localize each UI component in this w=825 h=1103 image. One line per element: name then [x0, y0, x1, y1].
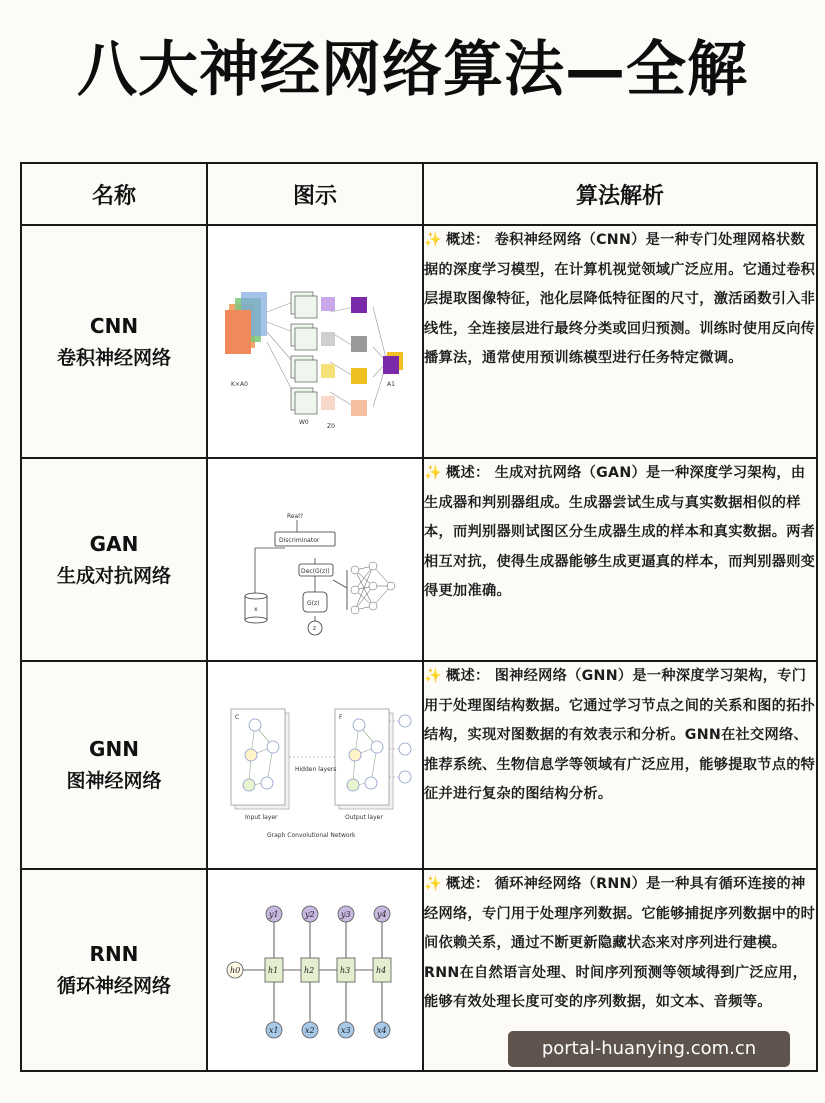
- table-row: [21, 225, 817, 458]
- rnn-label: y1: [269, 910, 279, 919]
- desc-label: 概述：: [445, 232, 490, 248]
- rnn-diagram: [215, 880, 415, 1060]
- sparkle-icon: ✨: [424, 668, 442, 684]
- cnn-feature-maps: [321, 297, 367, 416]
- cnn-filter-bank: [291, 292, 317, 414]
- row-name-cell: [21, 225, 207, 458]
- header-analysis: 算法解析: [423, 163, 817, 225]
- header-figure: 图示: [207, 163, 423, 225]
- gan-figure: [207, 458, 423, 661]
- row-name-cell: [21, 869, 207, 1071]
- rnn-label: x3: [341, 1026, 351, 1035]
- table-row: [21, 661, 817, 869]
- row-name-cell: [21, 458, 207, 661]
- rnn-label: y2: [305, 910, 315, 919]
- row-name: 图神经网络: [66, 770, 162, 792]
- desc-label: 概述：: [445, 876, 490, 892]
- row-abbr: CNN: [89, 313, 139, 338]
- desc-label: 概述：: [445, 668, 490, 684]
- gnn-diagram: [215, 675, 415, 855]
- gan-label: Dec(G(z)): [301, 567, 330, 575]
- cnn-figure: [207, 225, 423, 458]
- row-name: 循环神经网络: [56, 975, 171, 997]
- rnn-label: y4: [377, 910, 387, 919]
- cnn-output-cube: [383, 352, 403, 374]
- cnn-label: A1: [387, 380, 395, 388]
- cnn-diagram: [215, 252, 415, 432]
- header-name: 名称: [21, 163, 207, 225]
- row-description: [423, 458, 817, 661]
- row-name-cell: [21, 661, 207, 869]
- desc-text: 生成对抗网络（GAN）是一种深度学习架构，由生成器和判别器组成。生成器尝试生成与真实数据相似的样本，而判别器则试图区分生成器生成的样本和真实数据。两者相互对抗，使得生成器能够生成更逼真的样本，而判别器则变得更加准确。: [424, 465, 816, 599]
- desc-text: 循环神经网络（RNN）是一种具有循环连接的神经网络，专门用于处理序列数据。它能够捕捉序列数据中的时间依赖关系，通过不断更新隐藏状态来对序列进行建模。RNN在自然语言处理、时间序列预测等领域得到广泛应用，能够有效处理长度可变的序列数据，如文本、音频等。: [424, 876, 816, 1010]
- desc-text: 图神经网络（GNN）是一种深度学习架构，专门用于处理图结构数据。它通过学习节点之间的关系和图的拓扑结构，实现对图数据的有效表示和分析。GNN在社交网络、推荐系统、生物信息学等领域有广泛应用，能够提取节点的特征并进行复杂的图结构分析。: [424, 668, 816, 802]
- desc-text: 卷积神经网络（CNN）是一种专门处理网格状数据的深度学习模型，在计算机视觉领域广泛应用。它通过卷积层提取图像特征，池化层降低特征图的尺寸，激活函数引入非线性，全连接层进行最终分类或回归预测。训练时使用反向传播算法，通常使用预训练模型进行任务特定微调。: [424, 232, 816, 366]
- rnn-label: h1: [268, 966, 279, 975]
- gan-mini-network: [347, 562, 395, 614]
- cnn-label: K×A0: [231, 380, 248, 388]
- row-name: 生成对抗网络: [56, 564, 171, 587]
- sparkle-icon: ✨: [424, 876, 442, 892]
- gnn-label: F: [339, 714, 343, 721]
- rnn-label: x1: [269, 1026, 279, 1035]
- desc-label: 概述：: [445, 465, 490, 481]
- row-abbr: RNN: [89, 942, 139, 966]
- table-row: [21, 458, 817, 661]
- sparkle-icon: ✨: [424, 232, 442, 248]
- cnn-label: Z0: [327, 422, 335, 430]
- gnn-label: Hidden layers: [295, 766, 337, 773]
- row-description: [423, 225, 817, 458]
- rnn-label: x2: [305, 1026, 315, 1035]
- sparkle-icon: ✨: [424, 465, 442, 481]
- rnn-label: x4: [377, 1026, 387, 1035]
- rnn-figure: [207, 869, 423, 1071]
- gnn-figure: [207, 661, 423, 869]
- gnn-label: Input layer: [245, 814, 278, 821]
- gan-label: Real?: [287, 512, 304, 520]
- cnn-label: W0: [299, 418, 309, 426]
- gan-label: x: [254, 605, 258, 613]
- rnn-inputs: [266, 1022, 390, 1038]
- gnn-label: C: [235, 714, 240, 721]
- gnn-label: Output layer: [345, 814, 383, 821]
- cnn-input-cube: [225, 292, 267, 354]
- row-name: 卷积神经网络: [56, 346, 171, 369]
- algorithm-table: [20, 162, 818, 1072]
- gan-label: Discriminator: [279, 536, 320, 544]
- rnn-outputs: [266, 906, 390, 922]
- watermark-banner: portal-huanying.com.cn: [508, 1031, 790, 1067]
- page-title: 八大神经网络算法—全解: [77, 35, 748, 105]
- rnn-label: h0: [230, 966, 241, 975]
- rnn-label: h3: [340, 966, 351, 975]
- gan-diagram: [215, 470, 415, 650]
- row-abbr: GNN: [89, 737, 139, 761]
- rnn-label: y3: [341, 910, 351, 919]
- gan-label: z: [313, 624, 317, 632]
- gnn-label: Graph Convolutional Network: [267, 832, 356, 839]
- gan-label: G(z): [307, 599, 320, 607]
- row-description: [423, 661, 817, 869]
- header-row: [21, 163, 817, 225]
- rnn-label: h4: [376, 966, 387, 975]
- rnn-label: h2: [304, 966, 315, 975]
- row-abbr: GAN: [89, 531, 139, 556]
